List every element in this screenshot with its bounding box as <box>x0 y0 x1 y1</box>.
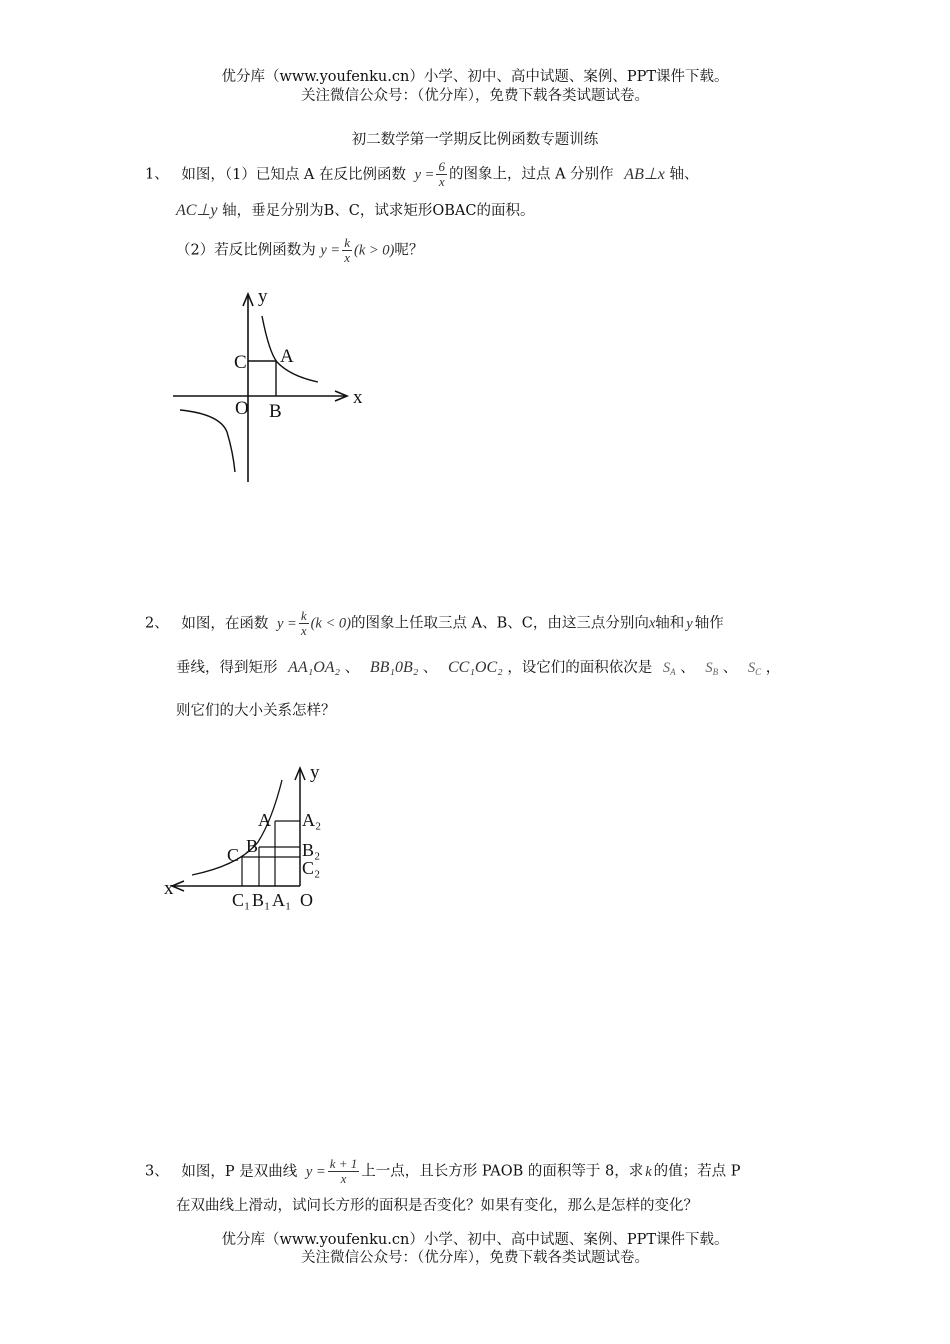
q2-label-o: O <box>300 890 313 910</box>
q3-number: 3、 <box>145 1163 169 1180</box>
q2-line-3: 则它们的大小关系怎样？ <box>176 703 336 719</box>
rect-cc1oc2: CC₁OC₂ <box>448 659 503 676</box>
q1-figure <box>165 282 375 492</box>
q2-figure <box>160 760 360 915</box>
q2-fraction-k-over-x: $\frac{k}{x}$ <box>300 608 307 638</box>
footer-line-1: 优分库（www.youfenku.cn）小学、初中、高中试题、案例、PPT课件下载。 <box>221 1232 729 1248</box>
q1-number: 1、 <box>145 166 169 183</box>
q2-line-2: 垂线，得到矩形 AA₁OA₂ 、 BB₁0B₂ 、 CC₁OC₂ ，设它们的面积依次是 $S_A$ 、 $S_B$ 、 $S_C$ ， <box>176 659 781 677</box>
q1-label-a: A <box>280 346 294 367</box>
q1-label-c: C <box>234 352 247 373</box>
header-line-1: 优分库（www.youfenku.cn）小学、初中、高中试题、案例、PPT课件下载。 <box>221 69 729 85</box>
q2-line-1: 2、 如图，在函数 y = $\frac{k}{x}$ (k < 0)的图象上任取三点 A、B、C，由这三点分别向x轴和 y 轴作 <box>145 608 724 638</box>
q3-fraction-k-plus-1-over-x: $\frac{k + 1}{x}$ <box>329 1156 358 1186</box>
q2-label-b1: B₁ <box>252 890 271 910</box>
area-sb: $S_B$ <box>705 660 719 677</box>
q2-label-b2: B₂ <box>302 840 321 860</box>
rect-aa1oa2: AA₁OA₂ <box>288 659 341 676</box>
q1-hyperbola-branch-2 <box>180 410 235 472</box>
q2-label-c1: C₁ <box>232 890 251 910</box>
q3-line-1: 3、 如图，P 是双曲线 y = $\frac{k + 1}{x}$ 上一点，且长方形 PAOB 的面积等于 8，求 k 的值；若点 P <box>145 1156 741 1186</box>
q2-label-a2: A₂ <box>302 810 322 830</box>
q2-label-c2: C₂ <box>302 858 321 878</box>
area-sc: $S_C$ <box>747 660 762 677</box>
rect-bb1ob2: BB₁0B₂ <box>369 659 419 676</box>
q2-number: 2、 <box>145 615 169 632</box>
q1-label-y: y <box>258 286 268 307</box>
q1-line-2: AC⊥y 轴，垂足分别为B、C，试求矩形OBAC的面积。 <box>176 202 535 219</box>
q2-label-x: x <box>164 878 174 899</box>
q2-label-a: A <box>258 810 271 830</box>
q2-label-a1: A₁ <box>272 890 292 910</box>
q2-label-y: y <box>310 762 320 783</box>
q2-label-c: C <box>227 845 240 865</box>
q1-fraction-6-over-x: $\frac{6}{x}$ <box>438 159 445 189</box>
q1-line-3: （2）若反比例函数为 y = $\frac{k}{x}$ (k > 0)呢？ <box>176 235 424 265</box>
footer-line-2: 关注微信公众号：（优分库），免费下载各类试题试卷。 <box>301 1250 649 1266</box>
area-sa: $S_A$ <box>662 660 676 677</box>
q1-label-x: x <box>353 387 363 408</box>
q1-label-b: B <box>269 401 282 422</box>
q1-line-1: 1、 如图，（1）已知点 A 在反比例函数 y = $\frac{6}{x}$ 的图象上，过点 A 分别作 AB⊥x 轴、 <box>145 159 699 189</box>
q3-line-2: 在双曲线上滑动，试问长方形的面积是否变化？如果有变化，那么是怎样的变化？ <box>176 1198 698 1214</box>
header-line-2: 关注微信公众号：（优分库），免费下载各类试题试卷。 <box>301 88 649 104</box>
q2-label-b: B <box>246 836 259 856</box>
page-title: 初二数学第一学期反比例函数专题训练 <box>351 132 599 148</box>
q1-fraction-k-over-x: $\frac{k}{x}$ <box>344 235 350 265</box>
q1-label-o: O <box>235 398 249 419</box>
